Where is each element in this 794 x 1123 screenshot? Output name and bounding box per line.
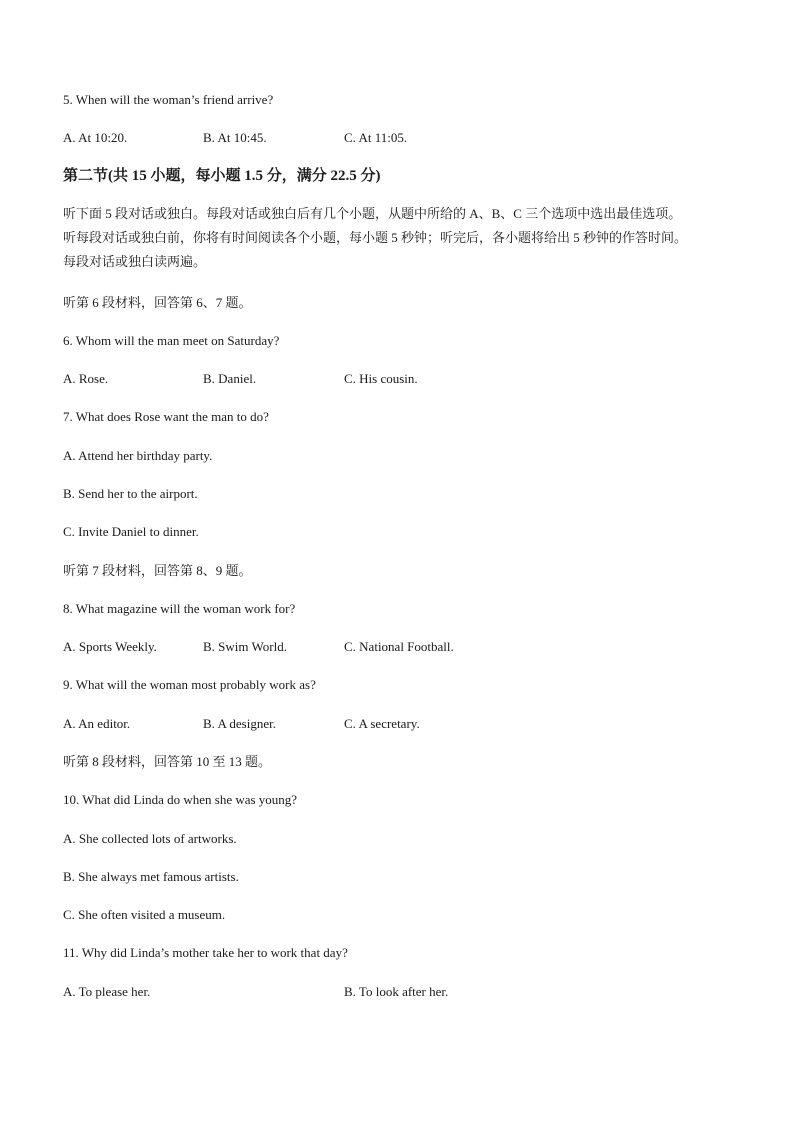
q9-option-a: A. An editor. — [63, 716, 131, 731]
q6-question: 6. Whom will the man meet on Saturday? — [63, 333, 280, 348]
material-6-heading: 听第 6 段材料，回答第 6、7 题。 — [63, 295, 252, 310]
material-8-heading: 听第 8 段材料，回答第 10 至 13 题。 — [63, 754, 272, 769]
q8-option-a: A. Sports Weekly. — [63, 639, 157, 654]
q6-option-b: B. Daniel. — [203, 371, 257, 386]
q7-option-c: C. Invite Daniel to dinner. — [63, 524, 199, 539]
instruction-line-1: 听下面 5 段对话或独白。每段对话或独白后有几个小题，从题中所给的 A、B、C 三个选项中选出最佳选项。 — [63, 206, 682, 221]
q6-option-a: A. Rose. — [63, 371, 109, 386]
q10-option-b: B. She always met famous artists. — [63, 869, 239, 884]
q10-option-c: C. She often visited a museum. — [63, 907, 226, 922]
q10-option-a: A. She collected lots of artworks. — [63, 831, 237, 846]
instruction-line-3: 每段对话或独白读两遍。 — [63, 254, 207, 269]
q8-option-b: B. Swim World. — [203, 639, 287, 654]
q11-option-b: B. To look after her. — [344, 984, 449, 999]
q9-question: 9. What will the woman most probably work as? — [63, 677, 316, 692]
q9-option-c: C. A secretary. — [344, 716, 420, 731]
q8-option-c: C. National Football. — [344, 639, 454, 654]
q7-option-b: B. Send her to the airport. — [63, 486, 198, 501]
q5-option-a: A. At 10:20. — [63, 130, 128, 145]
q5-option-b: B. At 10:45. — [203, 130, 267, 145]
section-title: 第二节(共 15 小题，每小题 1.5 分，满分 22.5 分) — [63, 168, 381, 184]
q6-option-c: C. His cousin. — [344, 371, 418, 386]
q11-option-a: A. To please her. — [63, 984, 151, 999]
q5-option-c: C. At 11:05. — [344, 130, 408, 145]
q5-question: 5. When will the woman’s friend arrive? — [63, 92, 274, 107]
q11-question: 11. Why did Linda’s mother take her to work that day? — [63, 945, 348, 960]
q7-option-a: A. Attend her birthday party. — [63, 448, 213, 463]
q10-question: 10. What did Linda do when she was young? — [63, 792, 298, 807]
q8-question: 8. What magazine will the woman work for? — [63, 601, 296, 616]
q9-option-b: B. A designer. — [203, 716, 276, 731]
material-7-heading: 听第 7 段材料，回答第 8、9 题。 — [63, 563, 252, 578]
instruction-line-2: 听每段对话或独白前，你将有时间阅读各个小题，每小题 5 秒钟；听完后，各小题将给出 5 秒钟的作答时间。 — [63, 230, 688, 245]
section-instructions — [63, 202, 743, 274]
q7-question: 7. What does Rose want the man to do? — [63, 409, 269, 424]
